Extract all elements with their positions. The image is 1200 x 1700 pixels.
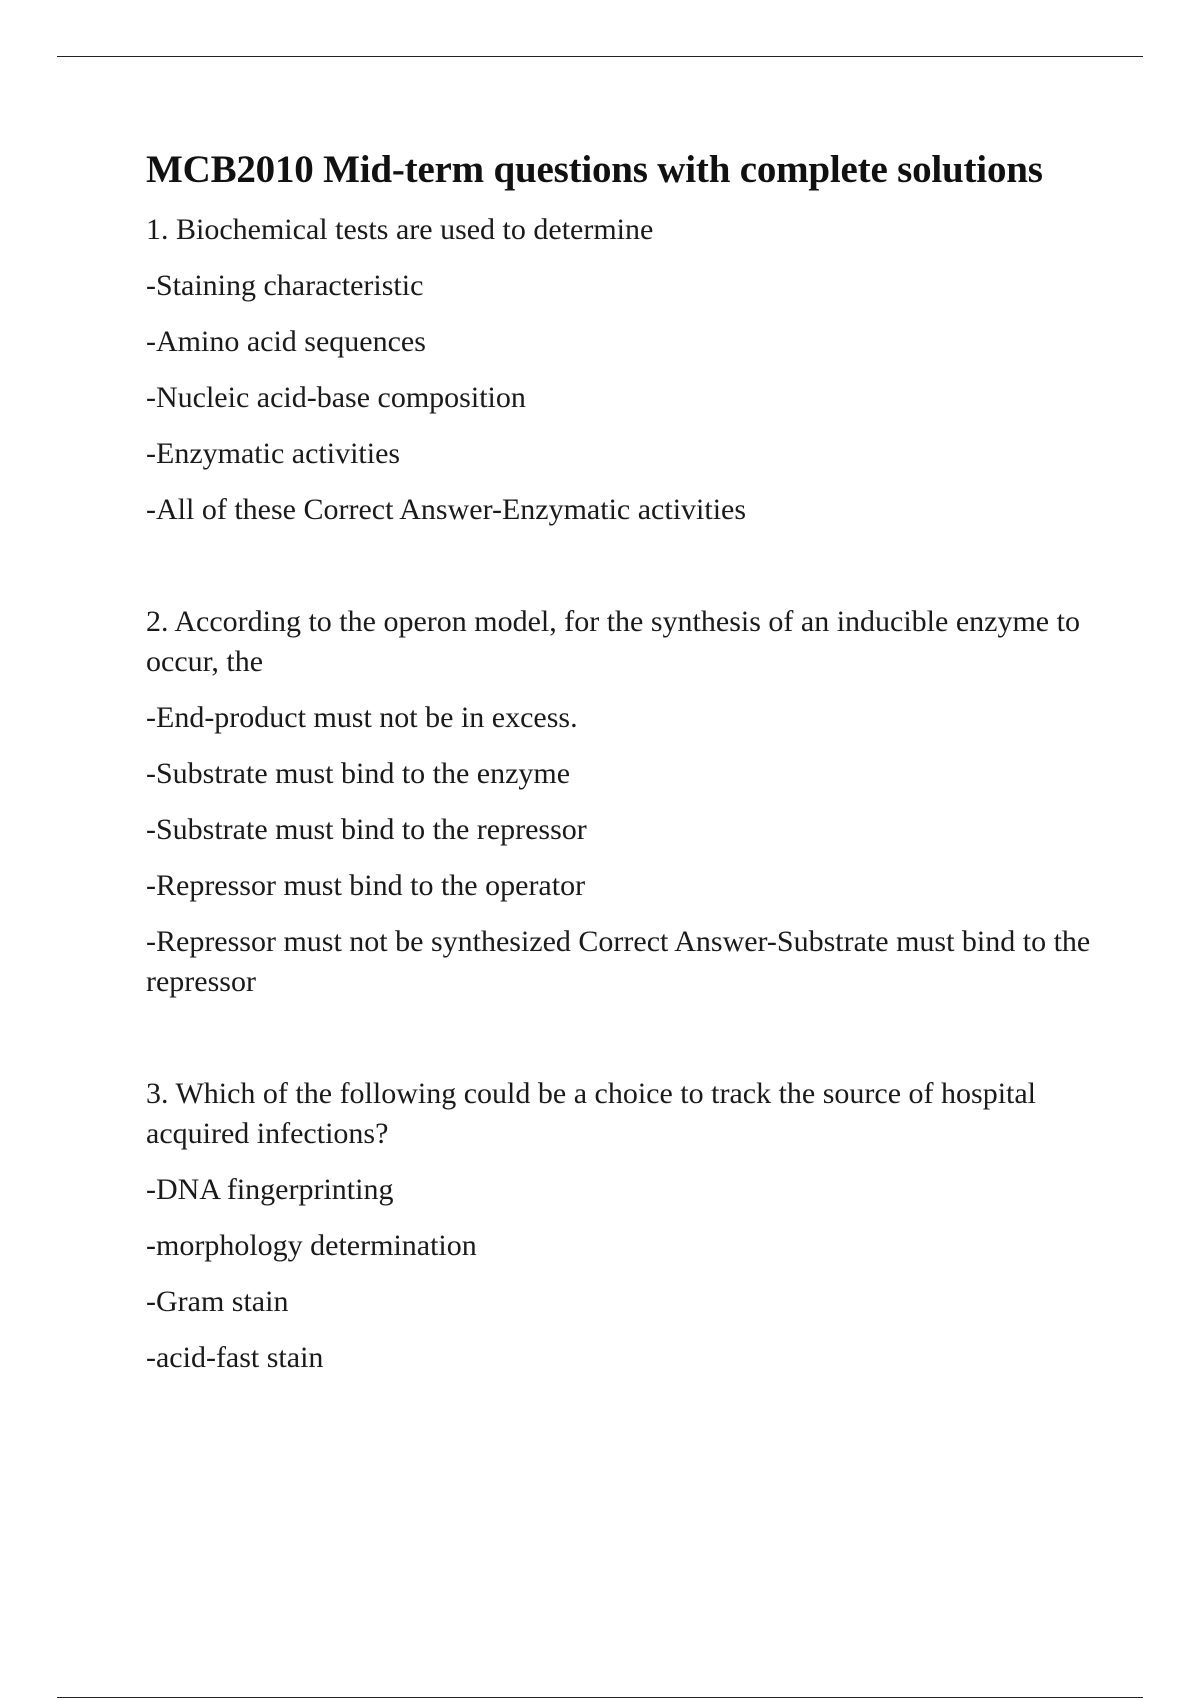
answer-line: -Repressor must not be synthesized Correct Answer-Substrate must bind to the repressor <box>146 925 1091 998</box>
option-item: -Amino acid sequences <box>146 325 426 358</box>
bottom-rule <box>57 1697 1143 1698</box>
question-2 <box>146 602 1096 1002</box>
answer-line: -All of these Correct Answer-Enzymatic activities <box>146 493 747 526</box>
top-rule <box>57 56 1143 57</box>
option-item: -Gram stain <box>146 1285 289 1318</box>
document-body <box>146 140 1096 1378</box>
option-item: -Repressor must bind to the operator <box>146 869 586 902</box>
option-item: -Staining characteristic <box>146 269 424 302</box>
question-3 <box>146 1074 1096 1378</box>
question-1 <box>146 210 1096 530</box>
question-text: 2. According to the operon model, for the synthesis of an inducible enzyme to occur, the <box>146 605 1080 678</box>
option-item: -Substrate must bind to the repressor <box>146 813 587 846</box>
question-text: 3. Which of the following could be a choice to track the source of hospital acquired infections? <box>146 1077 1037 1150</box>
option-item: -DNA fingerprinting <box>146 1173 394 1206</box>
question-text: 1. Biochemical tests are used to determine <box>146 213 654 246</box>
option-item: -acid-fast stain <box>146 1341 324 1374</box>
option-item: -End-product must not be in excess. <box>146 701 578 734</box>
option-item: -Nucleic acid-base composition <box>146 381 526 414</box>
option-item: -Substrate must bind to the enzyme <box>146 757 571 790</box>
option-item: -Enzymatic activities <box>146 437 401 470</box>
option-item: -morphology determination <box>146 1229 477 1262</box>
page-title: MCB2010 Mid-term questions with complete solutions <box>146 148 1043 191</box>
